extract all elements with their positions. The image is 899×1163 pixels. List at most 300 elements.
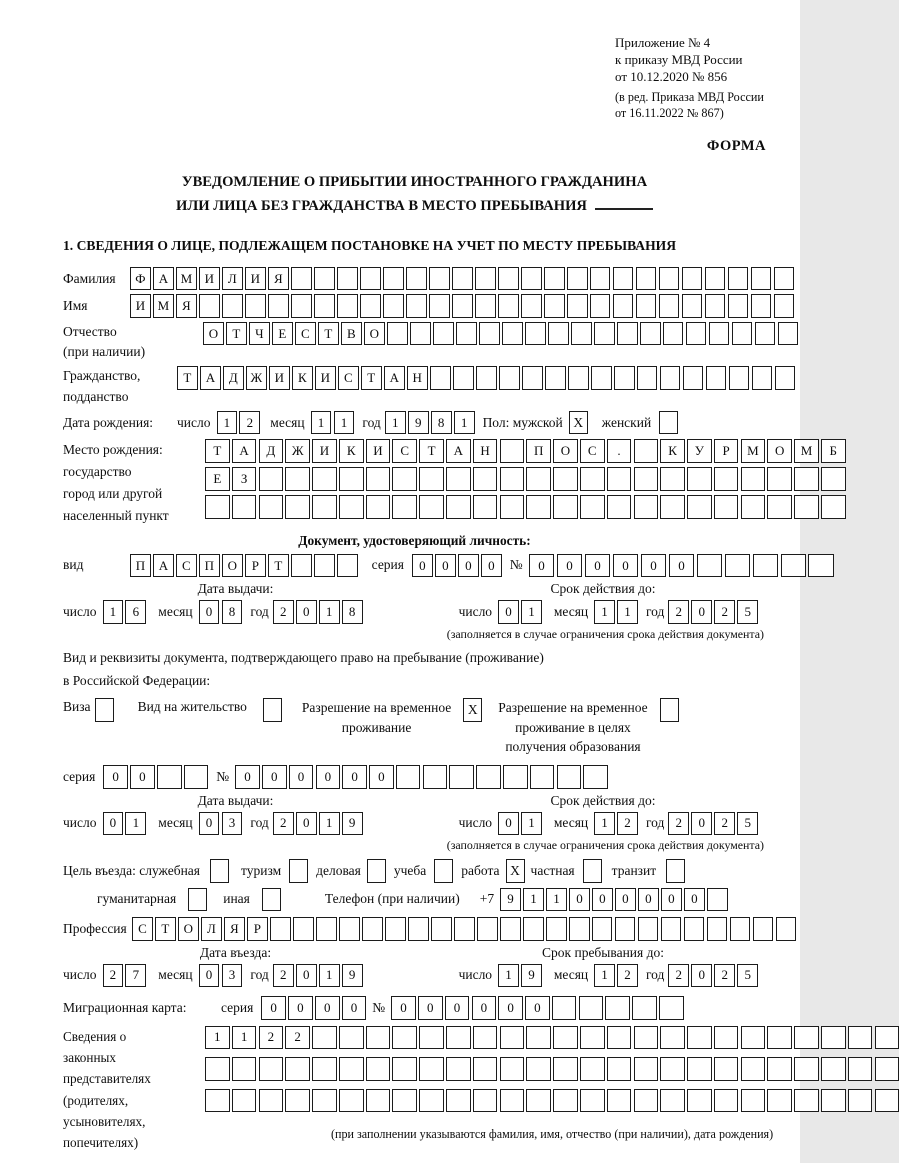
char-cell: Т — [177, 366, 198, 390]
char-cell — [499, 366, 520, 390]
char-cell — [634, 439, 659, 463]
char-cell: 0 — [498, 996, 523, 1020]
expiry-note: (заполняется в случае ограничения срока действия документа) — [446, 626, 764, 641]
appendix-line: Приложение № 4 — [615, 35, 711, 50]
entry-year-cells — [273, 964, 363, 988]
char-cell — [613, 294, 634, 318]
char-cell — [521, 294, 542, 318]
char-cell — [429, 294, 450, 318]
char-cell — [607, 1026, 632, 1050]
char-cell — [634, 1057, 659, 1081]
char-cell: Р — [245, 554, 266, 578]
char-cell — [473, 495, 498, 519]
char-cell — [270, 917, 291, 941]
permit-dates-values — [63, 812, 766, 836]
char-cell — [285, 467, 310, 491]
char-cell — [339, 917, 360, 941]
char-cell: 0 — [529, 554, 555, 578]
permit-series-row — [63, 765, 766, 789]
birth-month-cells — [311, 411, 355, 435]
char-cell — [755, 322, 776, 346]
purpose-tourism-label: туризм — [241, 862, 282, 878]
birth-date-row — [63, 411, 766, 435]
char-cell — [419, 1057, 444, 1081]
char-cell: А — [153, 267, 174, 291]
appendix-line: (в ред. Приказа МВД России — [615, 90, 764, 105]
char-cell — [767, 1089, 792, 1113]
char-cell: П — [526, 439, 551, 463]
purpose-other-label: иная — [223, 891, 250, 907]
char-cell: 6 — [125, 600, 146, 624]
purpose-transit-label: транзит — [611, 862, 657, 878]
birthplace-block — [63, 439, 837, 526]
char-cell — [293, 917, 314, 941]
char-cell — [452, 267, 473, 291]
char-cell: 0 — [315, 996, 340, 1020]
char-cell — [454, 917, 475, 941]
visa-option — [63, 698, 114, 722]
char-cell: П — [199, 554, 220, 578]
char-cell: К — [660, 439, 685, 463]
char-cell — [751, 267, 772, 291]
residence-permit-option — [138, 698, 282, 722]
char-cell — [687, 495, 712, 519]
char-cell — [387, 322, 408, 346]
char-cell: 0 — [391, 996, 416, 1020]
char-cell — [714, 1057, 739, 1081]
permit-expiry-date: число 0 1 месяц 1 2 год 2 0 2 5 — [459, 812, 759, 836]
char-cell — [285, 1089, 310, 1113]
char-cell: 0 — [525, 996, 550, 1020]
char-cell: 2 — [714, 600, 735, 624]
doc-expiry-year-cells — [668, 600, 758, 624]
char-cell — [553, 1057, 578, 1081]
char-cell: И — [366, 439, 391, 463]
char-cell — [423, 765, 448, 789]
visa-label: Виза — [63, 699, 91, 715]
char-cell: 9 — [342, 964, 363, 988]
char-cell — [660, 1026, 685, 1050]
char-cell — [205, 1057, 230, 1081]
char-cell — [337, 294, 358, 318]
char-cell — [741, 1026, 766, 1050]
purpose-study-checkbox — [434, 859, 453, 883]
char-cell — [446, 495, 471, 519]
char-cell — [453, 366, 474, 390]
representatives-row-1 — [205, 1026, 899, 1050]
char-cell — [637, 366, 658, 390]
char-cell — [752, 366, 773, 390]
char-cell: Л — [222, 267, 243, 291]
char-cell — [776, 917, 797, 941]
char-cell — [741, 1057, 766, 1081]
char-cell: 1 — [319, 600, 340, 624]
permit-expiry-header: Срок действия до: — [550, 792, 656, 808]
char-cell: 0 — [691, 964, 712, 988]
char-cell — [659, 267, 680, 291]
citizenship-label: Гражданство, подданство — [63, 368, 141, 404]
char-cell: Я — [176, 294, 197, 318]
char-cell — [714, 467, 739, 491]
char-cell: . — [607, 439, 632, 463]
char-cell — [366, 1057, 391, 1081]
char-cell: Ж — [285, 439, 310, 463]
char-cell — [774, 294, 795, 318]
title-line-1: УВЕДОМЛЕНИЕ О ПРИБЫТИИ ИНОСТРАННОГО ГРАЖДАНИНА — [181, 174, 648, 191]
doc-expiry-month-cells — [594, 600, 638, 624]
char-cell: О — [203, 322, 224, 346]
char-cell: Ф — [130, 267, 151, 291]
given-name-label: Имя — [63, 298, 88, 314]
char-cell: О — [364, 322, 385, 346]
patronymic-label: Отчество (при наличии) — [63, 323, 146, 360]
char-cell — [291, 294, 312, 318]
char-cell: К — [339, 439, 364, 463]
char-cell — [430, 366, 451, 390]
entry-purpose-row-1 — [63, 859, 766, 883]
char-cell — [392, 495, 417, 519]
char-cell — [687, 1057, 712, 1081]
doc-issue-month-cells — [199, 600, 243, 624]
char-cell — [312, 1026, 337, 1050]
char-cell — [184, 765, 209, 789]
profession-label: Профессия — [63, 920, 127, 936]
char-cell — [794, 1089, 819, 1113]
permit-number-sign: № — [216, 768, 230, 784]
char-cell: М — [794, 439, 819, 463]
char-cell: 1 — [454, 411, 475, 435]
char-cell: 0 — [296, 600, 317, 624]
char-cell — [291, 267, 312, 291]
birth-day-cells — [217, 411, 261, 435]
char-cell: 2 — [714, 964, 735, 988]
char-cell — [268, 294, 289, 318]
char-cell — [523, 917, 544, 941]
char-cell — [392, 1057, 417, 1081]
char-cell — [498, 267, 519, 291]
char-cell — [682, 267, 703, 291]
char-cell: 9 — [408, 411, 429, 435]
char-cell: Б — [821, 439, 846, 463]
char-cell — [476, 366, 497, 390]
char-cell — [476, 765, 501, 789]
char-cell — [553, 467, 578, 491]
permit-expiry-year-cells — [668, 812, 758, 836]
char-cell — [848, 1057, 873, 1081]
char-cell — [312, 1057, 337, 1081]
appendix-amendment — [615, 90, 766, 122]
char-cell — [500, 1026, 525, 1050]
char-cell — [232, 1089, 257, 1113]
char-cell: М — [176, 267, 197, 291]
char-cell — [567, 294, 588, 318]
char-cell — [429, 267, 450, 291]
char-cell — [638, 917, 659, 941]
char-cell — [607, 495, 632, 519]
char-cell — [568, 366, 589, 390]
char-cell — [385, 917, 406, 941]
char-cell — [530, 765, 555, 789]
doc-series-cells — [412, 554, 502, 578]
char-cell — [821, 1089, 846, 1113]
surname-row — [63, 267, 766, 291]
char-cell — [707, 888, 728, 912]
char-cell: И — [245, 267, 266, 291]
char-cell — [875, 1089, 899, 1113]
stay-day-cells — [498, 964, 542, 988]
char-cell: 1 — [319, 964, 340, 988]
char-cell: 1 — [232, 1026, 257, 1050]
entry-month-cells — [199, 964, 243, 988]
permit-doc-text-2: в Российской Федерации: — [63, 673, 211, 689]
char-cell — [222, 294, 243, 318]
char-cell — [526, 467, 551, 491]
char-cell — [366, 467, 391, 491]
section1-heading: 1. СВЕДЕНИЯ О ЛИЦЕ, ПОДЛЕЖАЩЕМ ПОСТАНОВКЕ НА УЧЕТ ПО МЕСТУ ПРЕБЫВАНИЯ — [63, 237, 677, 253]
char-cell — [433, 322, 454, 346]
appendix-block — [615, 34, 766, 122]
char-cell — [714, 495, 739, 519]
char-cell — [660, 495, 685, 519]
char-cell — [291, 554, 312, 578]
char-cell — [498, 294, 519, 318]
char-cell: 0 — [235, 765, 260, 789]
char-cell: Н — [473, 439, 498, 463]
permit-issue-month-cells — [199, 812, 243, 836]
char-cell — [714, 1026, 739, 1050]
char-cell — [583, 765, 608, 789]
purpose-transit-checkbox — [666, 859, 685, 883]
char-cell — [607, 467, 632, 491]
day-label: число — [177, 414, 211, 430]
char-cell: Т — [318, 322, 339, 346]
char-cell — [659, 294, 680, 318]
char-cell: С — [338, 366, 359, 390]
char-cell: А — [232, 439, 257, 463]
residence-permit-label: Вид на жительство — [137, 699, 247, 715]
char-cell: 0 — [615, 888, 636, 912]
char-cell — [580, 467, 605, 491]
char-cell — [590, 267, 611, 291]
char-cell: Ч — [249, 322, 270, 346]
temp-residence-edu-option — [498, 698, 678, 757]
char-cell: 0 — [569, 888, 590, 912]
char-cell: Я — [268, 267, 289, 291]
purpose-work-checkbox: X — [506, 859, 525, 883]
purpose-private-checkbox — [583, 859, 602, 883]
char-cell — [312, 467, 337, 491]
char-cell: Я — [224, 917, 245, 941]
char-cell — [775, 366, 796, 390]
char-cell: 2 — [714, 812, 735, 836]
char-cell — [781, 554, 807, 578]
char-cell: 0 — [613, 554, 639, 578]
char-cell: 1 — [498, 964, 519, 988]
char-cell — [545, 366, 566, 390]
migration-series-cells — [261, 996, 366, 1020]
char-cell — [557, 765, 582, 789]
char-cell — [659, 996, 684, 1020]
char-cell: 0 — [445, 996, 470, 1020]
char-cell — [157, 765, 182, 789]
char-cell — [875, 1057, 899, 1081]
char-cell — [632, 996, 657, 1020]
birth-year-cells — [385, 411, 475, 435]
char-cell — [339, 495, 364, 519]
temp-residence-edu-checkbox — [660, 698, 679, 722]
char-cell — [553, 495, 578, 519]
char-cell: 2 — [273, 600, 294, 624]
char-cell — [449, 765, 474, 789]
char-cell — [475, 294, 496, 318]
char-cell: Р — [714, 439, 739, 463]
char-cell — [741, 495, 766, 519]
purpose-humanitarian-checkbox — [188, 888, 207, 912]
char-cell: Р — [247, 917, 268, 941]
permit-type-row — [63, 698, 766, 757]
char-cell — [410, 322, 431, 346]
purpose-study-label: учеба — [393, 862, 427, 878]
char-cell — [567, 267, 588, 291]
char-cell: 2 — [668, 600, 689, 624]
char-cell — [614, 366, 635, 390]
profession-row — [63, 917, 766, 941]
char-cell — [682, 294, 703, 318]
char-cell — [546, 917, 567, 941]
char-cell — [473, 1089, 498, 1113]
form-body — [63, 267, 837, 1154]
char-cell — [339, 1089, 364, 1113]
profession-cells — [132, 917, 796, 941]
char-cell: О — [178, 917, 199, 941]
char-cell: 0 — [669, 554, 695, 578]
char-cell — [362, 917, 383, 941]
char-cell: Т — [226, 322, 247, 346]
char-cell — [339, 1026, 364, 1050]
char-cell — [821, 1026, 846, 1050]
char-cell: 0 — [638, 888, 659, 912]
char-cell — [661, 917, 682, 941]
char-cell — [500, 1057, 525, 1081]
char-cell — [808, 554, 834, 578]
entry-day-cells — [103, 964, 147, 988]
representatives-row-3 — [205, 1089, 899, 1113]
char-cell: Т — [419, 439, 444, 463]
char-cell: 8 — [342, 600, 363, 624]
char-cell: И — [315, 366, 336, 390]
char-cell: К — [292, 366, 313, 390]
char-cell — [732, 322, 753, 346]
char-cell — [607, 1057, 632, 1081]
char-cell — [684, 917, 705, 941]
char-cell — [521, 267, 542, 291]
char-cell — [686, 322, 707, 346]
month-label: месяц — [270, 414, 305, 430]
entry-dates-values — [63, 964, 766, 988]
phone-cells — [500, 888, 728, 912]
char-cell: 0 — [498, 600, 519, 624]
char-cell — [473, 1026, 498, 1050]
char-cell — [767, 495, 792, 519]
char-cell: М — [153, 294, 174, 318]
char-cell — [446, 1026, 471, 1050]
migration-card-label: Миграционная карта: — [63, 999, 187, 1015]
char-cell — [580, 495, 605, 519]
migration-number-sign: № — [372, 999, 386, 1015]
citizenship-row — [63, 366, 766, 407]
doc-type-label: вид — [63, 557, 84, 573]
char-cell — [697, 554, 723, 578]
issue-date-header: Дата выдачи: — [197, 581, 274, 597]
legal-representatives-cells — [205, 1026, 899, 1143]
char-cell — [383, 267, 404, 291]
char-cell: 0 — [342, 996, 367, 1020]
char-cell: Е — [272, 322, 293, 346]
char-cell — [366, 1026, 391, 1050]
char-cell — [232, 1057, 257, 1081]
char-cell — [245, 294, 266, 318]
char-cell: Т — [205, 439, 230, 463]
migration-series-label: серия — [221, 999, 254, 1015]
char-cell — [544, 267, 565, 291]
char-cell — [613, 267, 634, 291]
char-cell: 0 — [458, 554, 479, 578]
char-cell — [663, 322, 684, 346]
char-cell — [419, 467, 444, 491]
char-cell — [751, 294, 772, 318]
char-cell: О — [553, 439, 578, 463]
char-cell — [728, 294, 749, 318]
char-cell — [705, 267, 726, 291]
permit-number-cells — [235, 765, 608, 789]
char-cell: 2 — [285, 1026, 310, 1050]
char-cell — [848, 1089, 873, 1113]
char-cell: 7 — [125, 964, 146, 988]
char-cell — [848, 1026, 873, 1050]
page-title — [63, 171, 766, 218]
char-cell — [617, 322, 638, 346]
char-cell: 0 — [585, 554, 611, 578]
char-cell — [205, 1089, 230, 1113]
char-cell: 5 — [737, 600, 758, 624]
char-cell — [500, 495, 525, 519]
char-cell: 1 — [103, 600, 124, 624]
given-name-row — [63, 294, 766, 318]
char-cell — [406, 294, 427, 318]
char-cell — [314, 554, 335, 578]
char-cell — [714, 1089, 739, 1113]
given-name-cells — [130, 294, 794, 318]
char-cell: 1 — [521, 812, 542, 836]
char-cell — [232, 495, 257, 519]
char-cell — [594, 322, 615, 346]
char-cell: 1 — [311, 411, 332, 435]
char-cell: 0 — [691, 600, 712, 624]
doc-dates-headers — [63, 581, 766, 597]
char-cell — [419, 1026, 444, 1050]
migration-number-cells — [391, 996, 683, 1020]
char-cell — [314, 294, 335, 318]
char-cell — [590, 294, 611, 318]
temp-residence-label: Разрешение на временное проживание — [301, 700, 452, 735]
char-cell — [259, 495, 284, 519]
char-cell — [314, 267, 335, 291]
char-cell: 1 — [617, 600, 638, 624]
sex-male-checkbox: X — [569, 411, 588, 435]
char-cell — [259, 1057, 284, 1081]
char-cell: С — [295, 322, 316, 346]
char-cell — [636, 294, 657, 318]
